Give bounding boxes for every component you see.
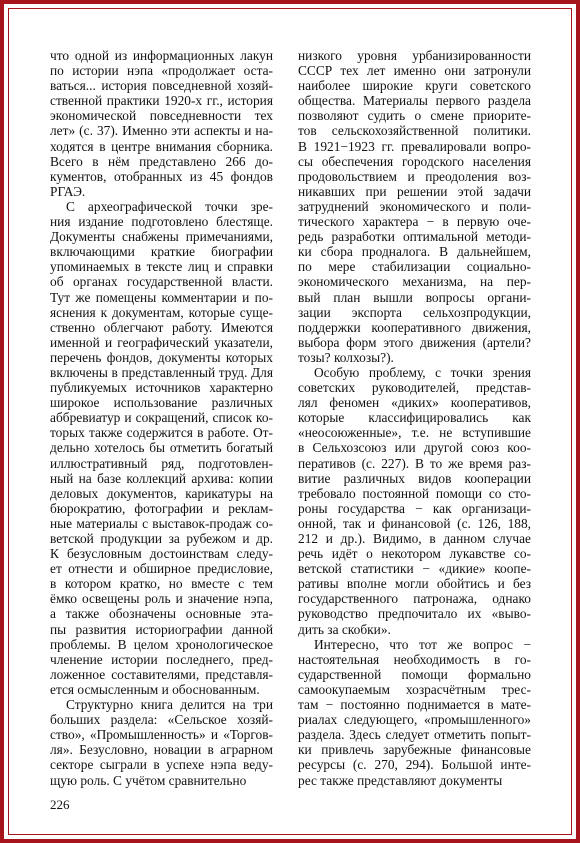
text-line: бюрократию, фотографии и реклам- bbox=[50, 500, 273, 516]
text-line: вый план вышли вопросы органи- bbox=[298, 289, 531, 305]
text-line: самоокупаемым хозрасчётным трес- bbox=[298, 681, 531, 697]
text-line: в котором кратко, но вместе с тем bbox=[50, 576, 273, 592]
text-line: кументов, отобранных из 45 фондов bbox=[50, 168, 273, 184]
text-line: перативов (с. 227). В то же время раз- bbox=[298, 455, 531, 471]
text-line: С археографической точки зре- bbox=[66, 198, 273, 214]
text-line: тов сельскохозяйственной политики. bbox=[298, 123, 531, 139]
text-line: низкого уровня урбанизированности bbox=[298, 48, 531, 63]
text-line: онной, так и финансовой (с. 126, 188, bbox=[298, 515, 531, 531]
text-line: ветской статистики − «дикие» коопе- bbox=[298, 561, 531, 577]
text-line: позволяют судить о смене приорите- bbox=[298, 108, 531, 124]
text-line: щую роль. С учётом сравнительно bbox=[50, 772, 247, 788]
text-line: об органах государственной власти. bbox=[50, 274, 273, 290]
text-line: ство», «Промышленность» и «Торгов- bbox=[50, 727, 273, 743]
text-line: публикуемых источников характерно bbox=[50, 380, 273, 396]
text-line: проблемы. В целом хронологическое bbox=[50, 636, 273, 652]
text-line: ет отнести и обширное предисловие, bbox=[50, 561, 273, 577]
text-line: а также обозначены основные эта- bbox=[50, 606, 273, 622]
text-line: тозы? колхозы?). bbox=[298, 349, 394, 365]
text-line: ные материалы с выставок-продаж со- bbox=[50, 515, 273, 531]
text-line: больших раздела: «Сельское хозяй- bbox=[50, 712, 273, 728]
text-line: 212 и др.). Видимо, в данном случае bbox=[298, 531, 531, 546]
text-line: продовольствием и преодоления воз- bbox=[298, 168, 531, 184]
text-line: раздела. Здесь следует отметить попыт- bbox=[298, 727, 531, 743]
text-line: выбора форм этого движения (артели? bbox=[298, 334, 531, 350]
text-line: ки привлечь зарубежные финансовые bbox=[298, 742, 531, 758]
text-line: широкое использование различных bbox=[50, 395, 273, 411]
text-line: Всего в нём представлено 266 до- bbox=[50, 153, 273, 169]
text-line: советских руководителей, представ- bbox=[298, 380, 531, 396]
text-line: дельно хотелось бы отметить богатый bbox=[50, 440, 273, 456]
text-line: требовало постоянной помощи со сто- bbox=[298, 485, 531, 501]
text-line: никавших при решении этой задачи bbox=[298, 183, 531, 199]
page-number: 226 bbox=[50, 797, 70, 812]
text-line: К безусловным достоинствам следу- bbox=[50, 546, 273, 562]
text-line: сы обеспечения городского населения bbox=[298, 153, 531, 169]
text-line: Особую проблему, с точки зрения bbox=[314, 364, 531, 380]
text-line: ративы вполне могли обойтись и без bbox=[298, 576, 531, 592]
text-line: витие различных видов кооперации bbox=[298, 470, 531, 486]
text-line: общества. Материалы первого раздела bbox=[298, 93, 531, 109]
text-line: по мере стабилизации социально- bbox=[298, 259, 531, 275]
text-line: лял феномен «диких» кооперативов, bbox=[298, 395, 531, 411]
text-line: пы развития историографии данной bbox=[50, 621, 273, 637]
text-line: ния издание подготовлено блестяще. bbox=[50, 214, 273, 230]
text-line: деловых документов, карикатуры на bbox=[50, 485, 273, 501]
text-line: членение истории последнего, пред- bbox=[50, 651, 273, 667]
text-line: «неосоюженные», т.е. не вступившие bbox=[298, 425, 531, 441]
right-text-column bbox=[298, 48, 531, 788]
text-line: ки сбора продналога. В дальнейшем, bbox=[298, 244, 531, 260]
text-line: именной и географический указатели, bbox=[50, 334, 273, 350]
text-line: СССР тех лет именно они затронули bbox=[298, 63, 531, 79]
text-line: упоминаемых в тексте лиц и справки bbox=[50, 259, 273, 275]
text-line: экономического механизма, на пер- bbox=[298, 274, 531, 290]
text-line: наиболее широкие круги советского bbox=[298, 78, 531, 94]
text-line: Структурно книга делится на три bbox=[66, 697, 273, 713]
text-line: речь идёт о некотором лукавстве со- bbox=[298, 546, 531, 562]
text-line: в Сельхозсоюз или другой союз коо- bbox=[298, 440, 531, 456]
text-line: ный на базе коллекций архива: копии bbox=[50, 470, 273, 486]
text-line: которые классифицировались как bbox=[298, 410, 531, 426]
text-line: поддержки кооперативного движения, bbox=[298, 319, 531, 335]
text-line: В 1921−1923 гг. превалировали вопро- bbox=[298, 138, 531, 154]
text-line: тического характера − в первую оче- bbox=[298, 214, 531, 230]
text-line: роны государства − как организаци- bbox=[298, 500, 531, 516]
text-line: зации экспорта сельхозпродукции, bbox=[298, 304, 531, 320]
text-line: рес также представляют документы bbox=[298, 772, 503, 788]
text-line: ложенное составителями, представля- bbox=[50, 666, 273, 682]
text-line: настоятельная необходимость в го- bbox=[298, 651, 531, 667]
left-text-column bbox=[50, 48, 273, 788]
text-line: Интересно, что тот же вопрос − bbox=[314, 636, 531, 652]
text-line: ственно облегчают работу. Имеются bbox=[50, 319, 273, 335]
text-line: ваться... история повседневной хозяй- bbox=[50, 78, 273, 94]
text-line: ется осмысленным и обоснованным. bbox=[50, 681, 260, 697]
text-line: секторе сыграли в успехе нэпа веду- bbox=[50, 757, 273, 773]
text-line: редь разработки оптимальной методи- bbox=[298, 229, 531, 245]
text-line: включены в представленный труд. Для bbox=[50, 364, 273, 380]
text-line: аббревиатур и сокращений, список ко- bbox=[50, 410, 273, 426]
text-line: дить за скобки». bbox=[298, 621, 391, 637]
text-line: сударственной помощи формально bbox=[298, 666, 531, 682]
text-line: перечень фондов, документы которых bbox=[50, 349, 273, 365]
text-line: затруднений экономического и поли- bbox=[298, 198, 531, 214]
text-line: ля». Безусловно, новации в аграрном bbox=[50, 742, 273, 758]
text-line: включающими краткие биографии bbox=[50, 244, 273, 260]
text-line: РГАЭ. bbox=[50, 183, 86, 199]
text-line: иллюстративный ряд, подготовлен- bbox=[50, 455, 273, 471]
text-line: государственного патронажа, однако bbox=[298, 591, 531, 607]
text-line: по истории нэпа «продолжает оста- bbox=[50, 63, 273, 79]
text-line: ресурсы (с. 270, 294). Большой инте- bbox=[298, 757, 531, 773]
text-line: ственной практики 1920-х гг., история bbox=[50, 93, 273, 109]
text-line: торых также содержится в работе. От- bbox=[50, 425, 273, 441]
text-line: Документы снабжены примечаниями, bbox=[50, 229, 273, 245]
text-line: ёмко освещены роль и значение нэпа, bbox=[50, 591, 273, 607]
text-line: риалах следующего, «промышленного» bbox=[298, 712, 531, 728]
text-line: ветской продукции за рубежом и др. bbox=[50, 531, 273, 546]
text-line: руководство предпочитало их «выво- bbox=[298, 606, 531, 622]
text-line: там − постоянно поднимается в мате- bbox=[298, 697, 531, 713]
text-line: экономической повседневности тех bbox=[50, 108, 273, 124]
text-line: лет» (с. 37). Именно эти аспекты и на- bbox=[50, 123, 273, 139]
text-line: ходятся в центре внимания сборника. bbox=[50, 138, 273, 154]
text-line: Тут же помещены комментарии и по- bbox=[50, 289, 273, 305]
text-line: яснения к документам, которые суще- bbox=[50, 304, 273, 320]
text-line: что одной из информационных лакун bbox=[50, 48, 273, 63]
